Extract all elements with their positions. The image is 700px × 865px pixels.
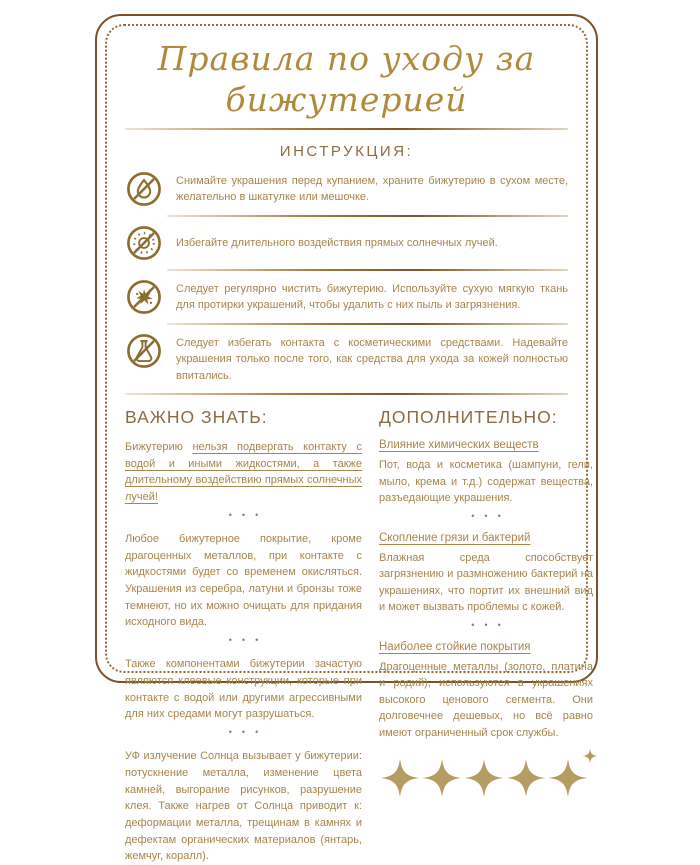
additional-subheading: Влияние химических веществ <box>379 439 539 451</box>
paragraph-lead: Бижутерию <box>125 441 193 453</box>
instruction-text: Избегайте длительного воздействия прямых солнечных лучей. <box>176 236 498 249</box>
sparkle-star-icon <box>547 757 589 799</box>
item-divider <box>167 269 568 271</box>
important-paragraph-1 <box>125 439 362 506</box>
important-column <box>125 407 362 865</box>
instruction-item <box>125 332 568 385</box>
additional-subheading: Скопление грязи и бактерий <box>379 531 531 544</box>
instructions-heading: ИНСТРУКЦИЯ: <box>279 142 414 160</box>
instruction-text: Следует избегать контакта с косметическими средствами. Надевайте украшения только после того, как средства для ухода за кожей полностью впитались. <box>176 336 568 382</box>
instruction-item <box>125 170 568 208</box>
important-heading: ВАЖНО ЗНАТЬ: <box>125 407 268 427</box>
underlined-warning: нельзя подвергать контакту с водой и иными жидкостями, а также длительному воздействию прямых солнечных лучей! <box>125 441 362 504</box>
dots-separator: ••• <box>228 509 269 520</box>
additional-subheading: Наиболее стойкие покрытия <box>379 640 531 653</box>
two-columns <box>125 407 593 865</box>
instruction-text: Снимайте украшения перед купанием, храните бижутерию в сухом месте, желательно в шкатулке или мешочке. <box>176 174 568 203</box>
dots-separator: ••• <box>471 510 511 521</box>
sparkle-star-icon <box>463 757 505 799</box>
no-sunlight-icon <box>125 224 163 262</box>
no-water-drop-icon <box>125 170 163 208</box>
sparkle-star-icon <box>379 757 421 799</box>
sparkle-star-icon <box>505 757 547 799</box>
title-divider <box>125 128 568 130</box>
sparkle-star-icon <box>421 757 463 799</box>
instructions-list <box>125 170 568 396</box>
additional-column <box>379 407 593 865</box>
additional-text: Пот, вода и косметика (шампуни, гели, мыло, крема и т.д.) содержат вещества, разъедающие украшения. <box>379 459 593 504</box>
no-dirt-icon <box>125 278 163 316</box>
dots-separator: ••• <box>471 619 511 630</box>
page-title: Правила по уходу за бижутерией <box>157 39 536 120</box>
section-divider <box>125 393 568 395</box>
dots-separator: ••• <box>228 727 269 738</box>
instruction-item <box>125 224 568 262</box>
important-paragraph-3: Также компонентами бижутерии зачастую являются клеевые конструкции, которые при контакте с водой или другими агрессивными для них средами могут разрушаться. <box>125 658 362 721</box>
important-paragraph-2: Любое бижутерное покрытие, кроме драгоценных металлов, при контакте с жидкостями будет со временем окисляться. Украшения из серебра, латуни и бронзы тоже темнеют, но их можно очищать для придания исходного вида. <box>125 532 362 629</box>
small-sparkle-icon <box>582 748 598 764</box>
care-card <box>95 14 598 863</box>
item-divider <box>167 323 568 325</box>
additional-text: Драгоценные металлы (золото, платина и родий), используются в украшениях высокого ценового сегмента. Они долговечнее дешевых, но всё равно имеют ограниченный срок службы. <box>379 660 593 739</box>
instruction-text: Следует регулярно чистить бижутерию. Используйте сухую мягкую ткань для протирки украшений, чтобы удалить с них пыль и загрязнения. <box>176 282 568 311</box>
additional-text: Влажная среда способствует загрязнению и размножению бактерий на украшениях, что портит их внешний вид и может вызвать проблемы с кожей. <box>379 551 593 613</box>
dots-separator: ••• <box>228 635 269 646</box>
item-divider <box>167 215 568 217</box>
no-chemicals-icon <box>125 332 163 370</box>
card-content <box>97 16 596 863</box>
sparkle-stars-row <box>379 757 593 799</box>
instruction-item <box>125 278 568 316</box>
additional-heading: ДОПОЛНИТЕЛЬНО: <box>379 407 558 427</box>
important-paragraph-4: УФ излучение Солнца вызывает у бижутерии: потускнение металла, изменение цвета камней, выгорание рисунков, разрушение клея. Также нагрев от Солнца приводит к: деформации металла, трещинам в камнях и дефектам органических материалов (янтарь, жемчуг, коралл). <box>125 750 362 863</box>
